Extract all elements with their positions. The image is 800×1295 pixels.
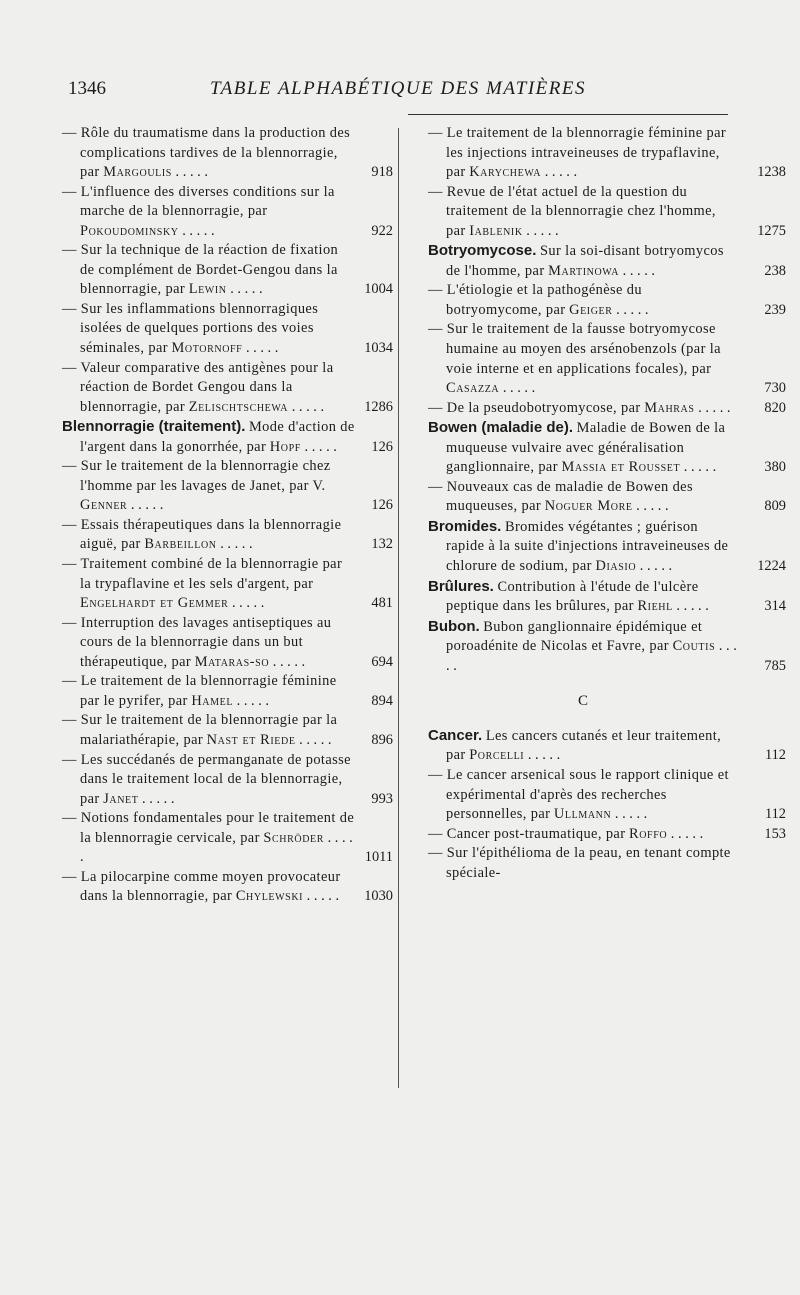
- entry-heading: Blennorragie (traitement).: [62, 418, 246, 436]
- entry-text: Contribution à l'étude de l'ulcère peptique dans les brûlures, par: [446, 578, 699, 615]
- entry-page-number: 896: [371, 731, 393, 748]
- entry-heading: Bowen (maladie de).: [428, 419, 574, 437]
- entry-author: Karychewa: [469, 164, 542, 181]
- index-entry: Bubon. Bubon ganglionnaire épidémique et poroadénite de Nicolas et Favre, par Coutis . . . . . 785: [428, 617, 738, 677]
- index-subentry: — La pilocarpine comme moyen provocateur dans la blennorragie, par Chylewski . . . . . 1030: [62, 868, 355, 907]
- entry-text: — Essais thérapeutiques dans la blennorragie aiguë, par: [62, 516, 342, 553]
- entry-page-number: 1238: [757, 164, 786, 181]
- entry-author: Hamel: [191, 692, 234, 709]
- entry-heading: Cancer.: [428, 726, 483, 744]
- entry-text: — Sur le traitement de la fausse botryomycose humaine au moyen des arsénobenzols (par la voie interne et en applications focales), par: [428, 321, 721, 377]
- index-entry: Brûlures. Contribution à l'étude de l'ulcère peptique dans les brûlures, par Riehl . . . . . 314: [428, 577, 738, 617]
- column-divider: [398, 128, 399, 1088]
- entry-author: Martinowa: [548, 262, 620, 279]
- entry-text: — Sur la technique de la réaction de fixation de complément de Bordet-Gengou dans la blennorragie, par: [62, 242, 339, 298]
- entry-text: — De la pseudobotryomycose, par: [428, 399, 641, 416]
- entry-page-number: 239: [764, 301, 786, 318]
- entry-author: Casazza: [446, 380, 500, 397]
- entry-page-number: 481: [371, 595, 393, 612]
- entry-page-number: 809: [764, 498, 786, 515]
- entry-text: — Sur les inflammations blennorragiques isolées de quelques portions des voies séminales, par: [62, 300, 319, 357]
- index-entry: Botryomycose. Sur la soi-disant botryomycos de l'homme, par Martinowa . . . . . 238: [428, 241, 738, 281]
- entry-text: — Notions fondamentales pour le traitement de la blennorragie cervicale, par: [62, 810, 355, 846]
- entry-text: — Valeur comparative des antigènes pour la réaction de Bordet Gengou dans la blennorragie, par: [62, 359, 334, 415]
- index-subentry: — Valeur comparative des antigènes pour la réaction de Bordet Gengou dans la blennorragie, par Zelischtschewa . . . . . 1286: [62, 359, 355, 418]
- entry-author: Mahras: [644, 399, 695, 416]
- entry-author: Ullmann: [553, 806, 612, 823]
- entry-text: Bubon ganglionnaire épidémique et poroadénite de Nicolas et Favre, par: [446, 618, 703, 655]
- entry-page-number: 112: [764, 806, 786, 823]
- entry-text: — Sur le traitement de la blennorragie chez l'homme par les lavages de Janet, par V.: [62, 458, 331, 494]
- index-subentry: — Sur le traitement de la fausse botryomycose humaine au moyen des arsénobenzols (par la voie interne et en applications focales), par Casazza . . . . . 730: [428, 320, 738, 398]
- entry-text: — Interruption des lavages antiseptiques au cours de la blennorragie dans un but thérapeutique, par: [62, 614, 332, 670]
- entry-author: Geiger: [569, 301, 613, 318]
- entry-text: Mode d'action de l'argent dans la gonorrhée, par: [80, 419, 355, 455]
- entry-author: Mataras-so: [194, 653, 270, 670]
- entry-page-number: 1286: [364, 398, 393, 415]
- entry-text: — Le traitement de la blennorragie féminine par les injections intraveineuses de trypaflavine, par: [428, 125, 727, 181]
- entry-page-number: 785: [764, 657, 786, 674]
- entry-page-number: 1004: [364, 281, 393, 298]
- entry-author: Massia et Rousset: [561, 459, 681, 476]
- entry-author: Porcelli: [469, 747, 525, 764]
- page-number: 1346: [68, 78, 106, 99]
- index-subentry: — Traitement combiné de la blennorragie par la trypaflavine et les sels d'argent, par Engelhardt et Gemmer . . . . . 481: [62, 555, 355, 614]
- entry-page-number: 153: [764, 825, 786, 842]
- running-title: TABLE ALPHABÉTIQUE DES MATIÈRES: [210, 78, 586, 99]
- page-header: [68, 78, 728, 108]
- entry-author: Nast et Riede: [206, 731, 296, 748]
- entry-author: Iablenik: [469, 222, 523, 239]
- entry-page-number: 918: [371, 164, 393, 181]
- entry-text: Bromides végétantes ; guérison rapide à la suite d'injections intraveineuses de chlorure de sodium, par: [446, 518, 729, 575]
- entry-page-number: 730: [764, 380, 786, 397]
- entry-page-number: 126: [371, 497, 393, 514]
- entry-author: Pokoudominsky: [80, 222, 179, 239]
- entry-text: — Rôle du traumatisme dans la production des complications tardives de la blennorragie, par: [62, 125, 351, 181]
- entry-author: Roffo: [629, 825, 668, 842]
- entry-page-number: 820: [764, 399, 786, 416]
- index-subentry: — Sur les inflammations blennorragiques isolées de quelques portions des voies séminales, par Motornoff . . . . . 1034: [62, 300, 355, 359]
- index-entry: Bromides. Bromides végétantes ; guérison rapide à la suite d'injections intraveineuses de chlorure de sodium, par Diasio . . . . . 1224: [428, 517, 738, 577]
- index-subentry: — Les succédanés de permanganate de potasse dans le traitement local de la blennorragie, par Janet . . . . . 993: [62, 751, 355, 810]
- entry-text: — L'influence des diverses conditions sur la marche de la blennorragie, par: [62, 183, 335, 220]
- entry-page-number: 132: [371, 536, 393, 553]
- entry-page-number: 1275: [757, 222, 786, 239]
- right-column: [428, 124, 786, 883]
- entry-page-number: 993: [371, 790, 393, 807]
- index-subentry: — Sur la technique de la réaction de fixation de complément de Bordet-Gengou dans la blennorragie, par Lewin . . . . . 1004: [62, 241, 355, 300]
- entry-page-number: 922: [371, 222, 393, 239]
- index-subentry: [428, 844, 738, 883]
- entry-page-number: 1030: [364, 888, 393, 905]
- index-subentry: — Essais thérapeutiques dans la blennorragie aiguë, par Barbeillon . . . . . 132: [62, 516, 355, 555]
- entry-heading: Brûlures.: [428, 577, 494, 595]
- index-subentry: — Rôle du traumatisme dans la production des complications tardives de la blennorragie, par Margoulis . . . . . 918: [62, 124, 355, 183]
- index-subentry: — Sur le traitement de la blennorragie par la malariathérapie, par Nast et Riede . . . . . 896: [62, 711, 355, 750]
- entry-author: Riehl: [637, 598, 673, 615]
- entry-heading: Bromides.: [428, 517, 502, 535]
- entry-author: Chylewski: [235, 888, 304, 905]
- entry-text: Les cancers cutanés et leur traitement, par: [446, 727, 722, 764]
- index-subentry: — Le traitement de la blennorragie féminine par le pyrifer, par Hamel . . . . . 894: [62, 672, 355, 711]
- entry-author: Zelischtschewa: [188, 398, 289, 415]
- index-entry: Bowen (maladie de). Maladie de Bowen de la muqueuse vulvaire avec généralisation ganglionnaire, par Massia et Rousset . . . . . 380: [428, 418, 738, 478]
- entry-text: — Revue de l'état actuel de la question du traitement de la blennorragie chez l'homme, par: [428, 183, 716, 239]
- entry-author: Engelhardt et Gemmer: [80, 595, 229, 612]
- index-subentry: — De la pseudobotryomycose, par Mahras . . . . . 820: [428, 399, 738, 419]
- entry-page-number: 314: [764, 598, 786, 615]
- section-letter: C: [577, 693, 588, 710]
- entry-author: Schröder: [263, 829, 324, 846]
- entry-text: Maladie de Bowen de la muqueuse vulvaire avec généralisation ganglionnaire, par: [446, 420, 726, 476]
- entry-page-number: 238: [764, 262, 786, 279]
- entry-author: Noguer More: [544, 498, 633, 515]
- index-subentry: — Sur le traitement de la blennorragie chez l'homme par les lavages de Janet, par V. Genner . . . . . 126: [62, 457, 355, 516]
- index-subentry: — Nouveaux cas de maladie de Bowen des muqueuses, par Noguer More . . . . . 809: [428, 478, 738, 517]
- entry-author: Hopf: [269, 438, 301, 455]
- entry-heading: Bubon.: [428, 617, 480, 635]
- index-entry: Cancer. Les cancers cutanés et leur traitement, par Porcelli . . . . . 112: [428, 726, 738, 766]
- index-subentry: — Le cancer arsenical sous le rapport clinique et expérimental d'après des recherches personnelles, par Ullmann . . . . . 112: [428, 766, 738, 825]
- entry-author: Coutis: [672, 638, 716, 655]
- entry-heading: Botryomycose.: [428, 242, 537, 260]
- entry-text: — Sur le traitement de la blennorragie par la malariathérapie, par: [62, 712, 338, 748]
- entry-text: — Le traitement de la blennorragie féminine par le pyrifer, par: [62, 673, 337, 709]
- entry-text: — Nouveaux cas de maladie de Bowen des muqueuses, par: [428, 478, 693, 515]
- entry-page-number: 1034: [364, 340, 393, 357]
- index-subentry: — Interruption des lavages antiseptiques au cours de la blennorragie dans un but thérapeutique, par Mataras-so . . . . . 694: [62, 614, 355, 673]
- entry-text: — Traitement combiné de la blennorragie par la trypaflavine et les sels d'argent, par: [62, 556, 343, 592]
- index-entry: Blennorragie (traitement). Mode d'action de l'argent dans la gonorrhée, par Hopf . . . . . 126: [62, 417, 355, 457]
- index-subentry: — Revue de l'état actuel de la question du traitement de la blennorragie chez l'homme, par Iablenik . . . . . 1275: [428, 183, 738, 242]
- entry-text: — Sur l'épithélioma de la peau, en tenant compte spéciale-: [428, 845, 731, 881]
- index-subentry: — Cancer post-traumatique, par Roffo . . . . . 153: [428, 825, 738, 845]
- left-column: [62, 124, 393, 907]
- index-subentry: — L'influence des diverses conditions sur la marche de la blennorragie, par Pokoudominsky . . . . . 922: [62, 183, 355, 242]
- entry-page-number: 1011: [364, 849, 393, 866]
- entry-author: Diasio: [595, 558, 637, 575]
- entry-author: Barbeillon: [144, 536, 217, 553]
- entry-text: — Le cancer arsenical sous le rapport clinique et expérimental d'après des recherches personnelles, par: [428, 766, 729, 823]
- entry-page-number: 380: [764, 459, 786, 476]
- entry-author: Lewin: [188, 281, 227, 298]
- entry-author: Motornoff: [171, 340, 243, 357]
- entry-text: Sur la soi-disant botryomycos de l'homme, par: [446, 243, 724, 279]
- entry-page-number: 112: [764, 747, 786, 764]
- index-subentry: — L'étiologie et la pathogénèse du botryomycome, par Geiger . . . . . 239: [428, 281, 738, 320]
- entry-text: — Les succédanés de permanganate de potasse dans le traitement local de la blennorragie, par: [62, 751, 351, 807]
- entry-page-number: 1224: [757, 558, 786, 575]
- entry-page-number: 694: [371, 653, 393, 670]
- entry-author: Janet: [103, 790, 139, 807]
- header-rule: [408, 114, 728, 115]
- entry-text: — L'étiologie et la pathogénèse du botryomycome, par: [428, 282, 643, 318]
- entry-author: Genner: [80, 497, 128, 514]
- index-subentry: — Le traitement de la blennorragie féminine par les injections intraveineuses de trypaflavine, par Karychewa . . . . . 1238: [428, 124, 738, 183]
- index-subentry: — Notions fondamentales pour le traitement de la blennorragie cervicale, par Schröder . . . . . 1011: [62, 809, 355, 868]
- entry-page-number: 894: [371, 692, 393, 709]
- entry-text: — La pilocarpine comme moyen provocateur dans la blennorragie, par: [62, 868, 341, 905]
- entry-text: — Cancer post-traumatique, par: [428, 825, 626, 842]
- entry-author: Margoulis: [103, 164, 172, 181]
- entry-page-number: 126: [371, 438, 393, 455]
